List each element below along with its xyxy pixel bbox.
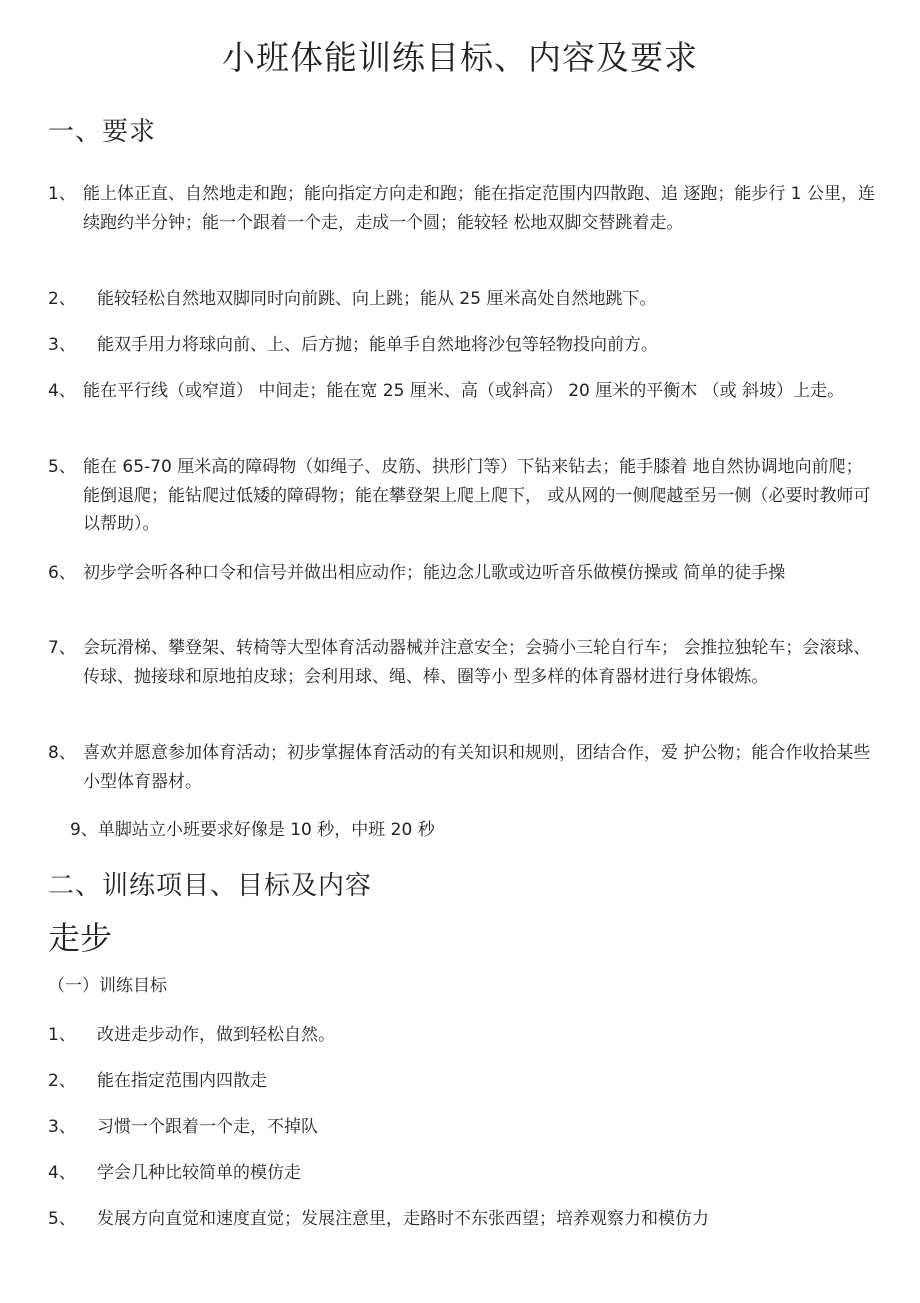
requirement-item-1 xyxy=(48,180,878,237)
item-number: 2、 xyxy=(48,1071,76,1091)
item-number: 6、 xyxy=(48,563,76,583)
item-number: 5、 xyxy=(48,1209,76,1229)
item-number: 1、 xyxy=(48,184,76,204)
goal-item-5 xyxy=(48,1205,878,1234)
requirement-item-9 xyxy=(70,816,900,845)
section-1-heading: 一、要求 xyxy=(48,117,157,147)
item-number: 4、 xyxy=(48,381,76,401)
item-text: 习惯一个跟着一个走，不掉队 xyxy=(97,1117,318,1137)
requirement-item-7 xyxy=(48,634,878,691)
item-number: 1、 xyxy=(48,1025,76,1045)
item-text: 能在平行线（或窄道） 中间走；能在宽 25 厘米、高（或斜高） 20 厘米的平衡木 （或 斜坡）上走。 xyxy=(83,381,845,401)
item-number: 3、 xyxy=(48,1117,76,1137)
item-text: 能在 65-70 厘米高的障碍物（如绳子、皮筋、拱形门等）下钻来钻去；能手膝着 地自然协调地向前爬；能倒退爬；能钻爬过低矮的障碍物；能在攀登架上爬上爬下， 或从网的一侧爬越至另一侧（必要时教师可以帮助）。 xyxy=(83,457,871,534)
item-text: 初步学会听各种口令和信号并做出相应动作；能边念儿歌或边听音乐做模仿操或 简单的徒手操 xyxy=(83,563,786,583)
page-title: 小班体能训练目标、内容及要求 xyxy=(222,38,698,77)
requirement-item-6 xyxy=(48,559,878,588)
item-text: 9、单脚站立小班要求好像是 10 秒，中班 20 秒 xyxy=(70,820,435,840)
topic-heading: 走步 xyxy=(48,919,113,957)
goal-item-3 xyxy=(48,1113,878,1142)
requirement-item-8 xyxy=(48,739,878,796)
goal-label: （一）训练目标 xyxy=(48,976,167,996)
goal-item-4 xyxy=(48,1159,878,1188)
item-text: 改进走步动作，做到轻松自然。 xyxy=(97,1025,335,1045)
item-text: 能双手用力将球向前、上、后方抛；能单手自然地将沙包等轻物投向前方。 xyxy=(97,335,658,355)
item-text: 会玩滑梯、攀登架、转椅等大型体育活动器械并注意安全；会骑小三轮自行车； 会推拉独轮车；会滚球、传球、抛接球和原地拍皮球；会利用球、绳、棒、圈等小 型多样的体育器材进行身体锻炼。 xyxy=(83,638,871,687)
item-text: 能在指定范围内四散走 xyxy=(97,1071,267,1091)
goal-item-2 xyxy=(48,1067,878,1096)
item-number: 5、 xyxy=(48,457,76,477)
requirement-item-3 xyxy=(48,331,878,360)
item-number: 3、 xyxy=(48,335,76,355)
item-number: 8、 xyxy=(48,743,76,763)
item-number: 4、 xyxy=(48,1163,76,1183)
section-2-heading: 二、训练项目、目标及内容 xyxy=(48,871,373,901)
item-text: 能上体正直、自然地走和跑；能向指定方向走和跑；能在指定范围内四散跑、追 逐跑；能步行 1 公里，连续跑约半分钟；能一个跟着一个走，走成一个圆；能较轻 松地双脚交替跳着走。 xyxy=(83,184,876,233)
requirement-item-2 xyxy=(48,285,878,314)
item-number: 2、 xyxy=(48,289,76,309)
item-text: 发展方向直觉和速度直觉；发展注意里，走路时不东张西望；培养观察力和模仿力 xyxy=(97,1209,709,1229)
goal-item-1 xyxy=(48,1021,878,1050)
item-text: 能较轻松自然地双脚同时向前跳、向上跳；能从 25 厘米高处自然地跳下。 xyxy=(97,289,657,309)
item-text: 喜欢并愿意参加体育活动；初步掌握体育活动的有关知识和规则，团结合作，爱 护公物；能合作收拾某些小型体育器材。 xyxy=(83,743,871,792)
item-text: 学会几种比较简单的模仿走 xyxy=(97,1163,301,1183)
requirement-item-5 xyxy=(48,453,878,539)
item-number: 7、 xyxy=(48,638,76,658)
requirement-item-4 xyxy=(48,377,878,406)
